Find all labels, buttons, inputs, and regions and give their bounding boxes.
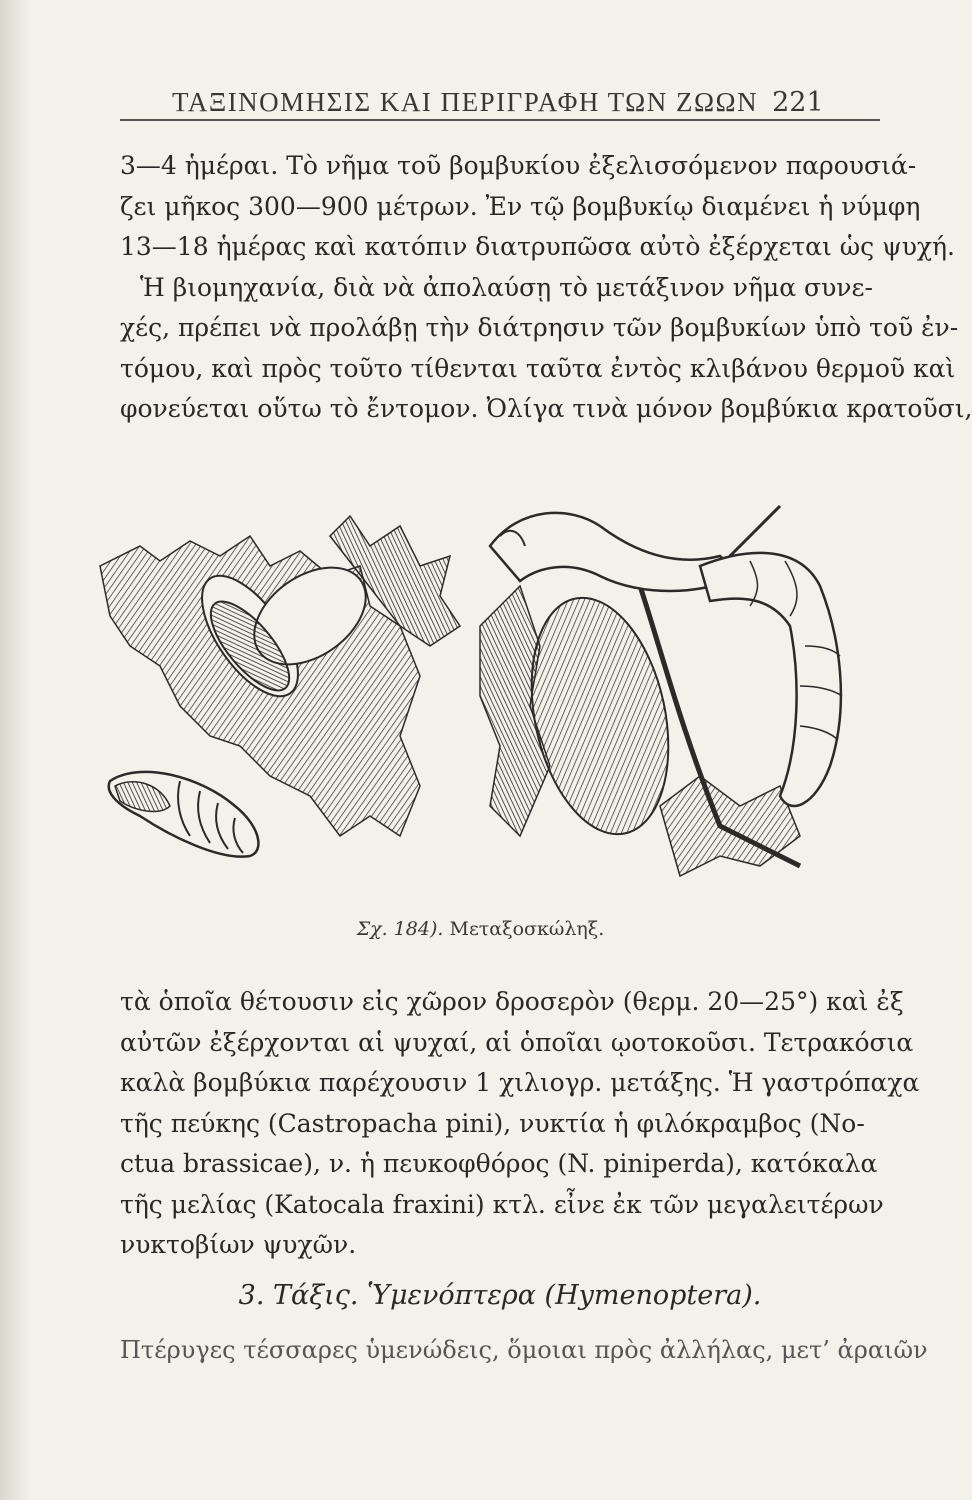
leaf-bottom [660,776,800,876]
figure-caption [0,918,961,940]
text-line: Ἡ βιομηχανία, διὰ νὰ ἀπολαύσῃ τὸ μετάξινον νῆμα συνε- [140,272,873,302]
text-line: τὰ ὁποῖα θέτουσιν εἰς χῶρον δροσερὸν (θερμ. 20—25°) καὶ ἐξ [120,987,904,1016]
paragraph-moths [120,982,920,1266]
text-line-continued: Πτέρυγες τέσσαρες ὑμενώδεις, ὅμοιαι πρὸς ἀλλήλας, μετ’ ἀραιῶν [120,1336,928,1364]
text-line: ζει μῆκος 300—900 μέτρων. Ἐν τῷ βομβυκίῳ διαμένει ἡ νύμφη [120,191,921,221]
text-line: χές, πρέπει νὰ προλάβῃ τὴν διάτρησιν τῶν βομβυκίων ὑπὸ τοῦ ἐν- [120,313,959,342]
text-line: φονεύεται οὕτω τὸ ἔντομον. Ὀλίγα τινὰ μόνον βομβύκια κρατοῦσι, [120,394,972,423]
text-line: τόμου, καὶ πρὸς τοῦτο τίθενται ταῦτα ἐντὸς κλιβάνου θερμοῦ καὶ [120,353,956,383]
text-line: καλὰ βομβύκια παρέχουσιν 1 χιλιογρ. μετάξης. Ἡ γαστρόπαχα [120,1068,920,1097]
text-line: αὐτῶν ἐξέρχονται αἱ ψυχαί, αἱ ὁποῖαι ῳοτοκοῦσι. Τετρακόσια [120,1027,914,1057]
text-line: τῆς πεύκης (Castropacha pini), νυκτία ἡ φιλόκραμβος (No- [120,1108,865,1138]
section-heading: 3. Τάξις. Ὑμενόπτερα (Hymenoptera). [238,1280,762,1311]
text-line: ctua brassicae), ν. ἡ πευκοφθόρος (N. piniperda), κατόκαλα [120,1149,878,1178]
header-title: ΤΑΞΙΝΟΜΗΣΙΣ ΚΑΙ ΠΕΡΙΓΡΑΦΗ ΤΩΝ ΖΩΩΝ [172,87,759,117]
header-rule [120,119,880,121]
figure-number: Σχ. 184). [356,918,444,940]
text-line: 3—4 ἡμέραι. Τὸ νῆμα τοῦ βομβυκίου ἐξελισσόμενον παρουσιά- [120,151,917,180]
figure-title: Μεταξοσκώληξ. [449,918,605,940]
paragraph-silk-thread [120,146,972,430]
caterpillar-right [700,553,841,806]
text-line: νυκτοβίων ψυχῶν. [120,1230,357,1259]
page-number: 221 [772,87,824,118]
silkworm-illustration [100,506,880,886]
text-line: τῆς μελίας (Katocala fraxini) κτλ. εἶνε ἐκ τῶν μεγαλειτέρων [120,1189,884,1219]
silkworm-engraving [100,506,880,886]
page-edge-shadow [0,0,30,1500]
running-header [120,68,880,118]
text-line: 13—18 ἡμέρας καὶ κατόπιν διατρυπῶσα αὐτὸ ἐξέρχεται ὡς ψυχή. [120,232,955,261]
